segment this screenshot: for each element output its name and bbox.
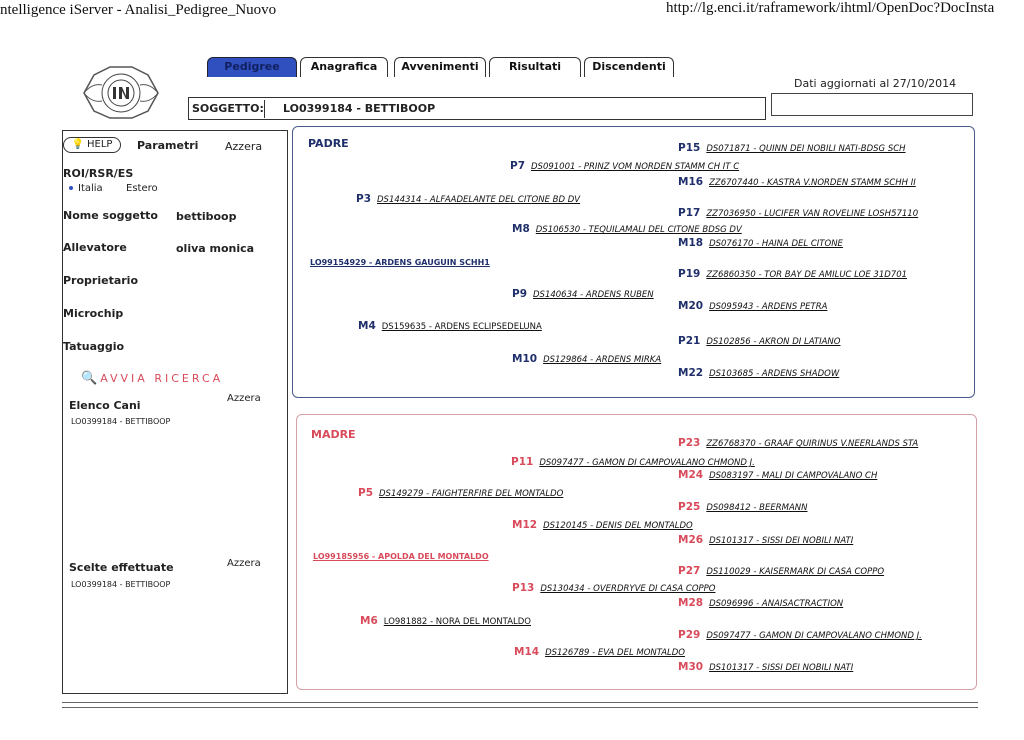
start-search-button[interactable]: [81, 371, 223, 386]
radio-italia[interactable]: [69, 183, 103, 194]
ancestor-link[interactable]: DS103685 - ARDENS SHADOW: [709, 369, 840, 379]
dam-ancestor-p29: [678, 629, 922, 641]
owner-label: Proprietario: [63, 274, 139, 287]
ancestor-code: P21: [678, 335, 701, 347]
ancestor-link[interactable]: DS149279 - FAIGHTERFIRE DEL MONTALDO: [379, 489, 564, 499]
breeder-field[interactable]: oliva monica: [176, 242, 255, 255]
sire-ancestor-m18: [678, 237, 843, 249]
page-url: http://lg.enci.it/raframework/ihtml/OpenDoc?DocInsta: [666, 0, 995, 16]
ancestor-link[interactable]: DS130434 - OVERDRYVE DI CASA COPPO: [540, 584, 716, 594]
ancestor-link[interactable]: DS159635 - ARDENS ECLIPSEDELUNA: [381, 322, 542, 332]
ancestor-code: M20: [678, 300, 704, 312]
choices-item[interactable]: LO0399184 - BETTIBOOP: [71, 580, 171, 589]
params-title: Parametri: [137, 139, 199, 152]
ancestor-link[interactable]: LO981882 - NORA DEL MONTALDO: [383, 617, 531, 627]
ancestor-code: P27: [678, 565, 701, 577]
ancestor-link[interactable]: DS096996 - ANAISACTRACTION: [709, 599, 844, 609]
tab-discendenti[interactable]: Discendenti: [584, 57, 674, 77]
sire-ancestor-m16: [678, 176, 916, 188]
ancestor-code: M12: [512, 519, 538, 531]
ancestor-link[interactable]: ZZ6768370 - GRAAF QUIRINUS V.NEERLANDS STA: [706, 439, 919, 449]
ancestor-link[interactable]: DS076170 - HAINA DEL CITONE: [709, 239, 843, 249]
sire-ancestor-m4: [358, 320, 542, 332]
dam-ancestor-m30: [678, 661, 853, 673]
ancestor-link[interactable]: ZZ6860350 - TOR BAY DE AMILUC LOE 31D701: [706, 270, 908, 280]
owner-field[interactable]: [176, 274, 276, 288]
ancestor-link[interactable]: DS120145 - DENIS DEL MONTALDO: [543, 521, 693, 531]
tab-risultati[interactable]: Risultati: [489, 57, 581, 77]
dam-ancestor-p5: [358, 487, 563, 499]
ancestor-code: P25: [678, 501, 701, 513]
dam-ancestor-m24: [678, 469, 877, 481]
ancestor-link[interactable]: DS101317 - SISSI DEI NOBILI NATI: [709, 536, 854, 546]
ancestor-code: M24: [678, 469, 704, 481]
search-panel: [62, 130, 288, 694]
dam-title: MADRE: [311, 428, 356, 441]
name-label: Nome soggetto: [63, 209, 158, 222]
radio-estero[interactable]: Estero: [126, 183, 158, 194]
ancestor-code: P11: [511, 456, 534, 468]
ancestor-link[interactable]: DS129864 - ARDENS MIRKA: [543, 355, 662, 365]
ancestor-code: M8: [512, 223, 530, 235]
ancestor-code: P7: [510, 160, 526, 172]
microchip-label: Microchip: [63, 307, 124, 320]
subject-divider: [264, 100, 265, 118]
enci-logo: [80, 63, 162, 121]
sire-ancestor-p19: [678, 268, 907, 280]
ancestor-link[interactable]: DS144314 - ALFAADELANTE DEL CITONE BD DV: [377, 195, 581, 205]
window-title: ntelligence iServer - Analisi_Pedigree_Nuovo: [0, 2, 277, 18]
dogs-reset-link[interactable]: Azzera: [227, 393, 261, 404]
dam-ancestor-m6: [360, 615, 531, 627]
ancestor-code: P17: [678, 207, 701, 219]
ancestor-code: M22: [678, 367, 704, 379]
update-date: Dati aggiornati al 27/10/2014: [794, 77, 957, 90]
ancestor-code: P29: [678, 629, 701, 641]
dam-ancestor-p13: [512, 582, 715, 594]
ancestor-link[interactable]: ZZ7036950 - LUCIFER VAN ROVELINE LOSH57110: [706, 209, 919, 219]
start-search-label: AVVIA RICERCA: [100, 372, 224, 385]
sire-ancestor-p3: [356, 193, 580, 205]
ancestor-code: M28: [678, 597, 704, 609]
sire-ancestor-m20: [678, 300, 827, 312]
dam-ancestor-p25: [678, 501, 808, 513]
radio-italia-label: Italia: [78, 183, 103, 194]
ancestor-code: M18: [678, 237, 704, 249]
ancestor-link[interactable]: DS102856 - AKRON DI LATIANO: [706, 337, 841, 347]
sire-ancestor-p7: [510, 160, 739, 172]
ancestor-link[interactable]: DS083197 - MALI DI CAMPOVALANO CH: [709, 471, 878, 481]
sire-ancestor-p9: [512, 288, 654, 300]
microchip-field[interactable]: [176, 307, 276, 321]
ancestor-link[interactable]: DS106530 - TEQUILAMALI DEL CITONE BDSG DV: [535, 225, 742, 235]
lightbulb-icon: 💡: [71, 139, 84, 150]
ancestor-code: P3: [356, 193, 372, 205]
ancestor-code: P5: [358, 487, 374, 499]
choices-title: Scelte effettuate: [69, 561, 174, 574]
help-button[interactable]: [63, 137, 121, 153]
params-reset-link[interactable]: Azzera: [225, 140, 263, 153]
dogs-list-item[interactable]: LO0399184 - BETTIBOOP: [71, 417, 171, 426]
sire-ancestor-m10: [512, 353, 661, 365]
sire-ancestor-p17: [678, 207, 918, 219]
roi-title: ROI/RSR/ES: [63, 167, 134, 180]
ancestor-code: P23: [678, 437, 701, 449]
tab-avvenimenti[interactable]: Avvenimenti: [394, 57, 486, 77]
ancestor-link[interactable]: DS126789 - EVA DEL MONTALDO: [545, 648, 685, 658]
dam-ancestor-m12: [512, 519, 693, 531]
ancestor-link[interactable]: DS101317 - SISSI DEI NOBILI NATI: [709, 663, 854, 673]
breeder-label: Allevatore: [63, 241, 127, 254]
tab-pedigree[interactable]: Pedigree: [207, 57, 297, 77]
ancestor-code: P19: [678, 268, 701, 280]
ancestor-link[interactable]: DS098412 - BEERMANN: [706, 503, 808, 513]
dam-ancestor-m28: [678, 597, 843, 609]
ancestor-code: P9: [512, 288, 528, 300]
sire-ancestor-p21: [678, 335, 840, 347]
ancestor-link[interactable]: DS110029 - KAISERMARK DI CASA COPPO: [706, 567, 885, 577]
update-box: [771, 93, 973, 116]
subject-bar: [188, 97, 766, 120]
magnifier-icon: 🔍: [81, 371, 98, 386]
dam-ancestor-m14: [514, 646, 685, 658]
dogs-list-title: Elenco Cani: [69, 399, 141, 412]
ancestor-link[interactable]: DS097477 - GAMON DI CAMPOVALANO CHMOND J.: [706, 631, 922, 641]
ancestor-link[interactable]: DS097477 - GAMON DI CAMPOVALANO CHMOND J.: [539, 458, 755, 468]
dam-ancestor-m26: [678, 534, 853, 546]
radio-selected-icon: [69, 186, 73, 190]
sire-ancestor-m22: [678, 367, 839, 379]
ancestor-code: M14: [514, 646, 540, 658]
ancestor-link[interactable]: DS140634 - ARDENS RUBEN: [533, 290, 654, 300]
ancestor-link[interactable]: DS091001 - PRINZ VOM NORDEN STAMM CH IT C: [531, 162, 740, 172]
ancestor-code: M6: [360, 615, 378, 627]
sire-ancestor-p15: [678, 142, 906, 154]
ancestor-code: M16: [678, 176, 704, 188]
print-header: [0, 0, 1024, 22]
ancestor-code: P13: [512, 582, 535, 594]
dam-link[interactable]: LO99185956 - APOLDA DEL MONTALDO: [313, 552, 489, 561]
ancestor-code: M30: [678, 661, 704, 673]
subject-value: LO0399184 - BETTIBOOP: [283, 102, 436, 115]
choices-reset-link[interactable]: Azzera: [227, 558, 261, 569]
sire-title: PADRE: [308, 137, 349, 150]
ancestor-code: M26: [678, 534, 704, 546]
dam-ancestor-p27: [678, 565, 884, 577]
dam-ancestor-p11: [511, 456, 755, 468]
subject-label: SOGGETTO:: [192, 102, 264, 115]
name-field[interactable]: bettiboop: [176, 210, 237, 223]
ancestor-code: P15: [678, 142, 701, 154]
footer-divider: [62, 702, 978, 708]
tab-anagrafica[interactable]: Anagrafica: [300, 57, 388, 77]
help-label: HELP: [87, 139, 113, 150]
ancestor-link[interactable]: DS095943 - ARDENS PETRA: [709, 302, 828, 312]
sire-ancestor-m8: [512, 223, 742, 235]
ancestor-link[interactable]: ZZ6707440 - KASTRA V.NORDEN STAMM SCHH II: [709, 178, 916, 188]
dam-ancestor-p23: [678, 437, 918, 449]
ancestor-code: M4: [358, 320, 376, 332]
sire-link[interactable]: LO99154929 - ARDENS GAUGUIN SCHH1: [310, 258, 490, 267]
tattoo-field[interactable]: [176, 340, 276, 354]
tattoo-label: Tatuaggio: [63, 340, 125, 353]
ancestor-link[interactable]: DS071871 - QUINN DEI NOBILI NATI-BDSG SCH: [706, 144, 906, 154]
ancestor-code: M10: [512, 353, 538, 365]
